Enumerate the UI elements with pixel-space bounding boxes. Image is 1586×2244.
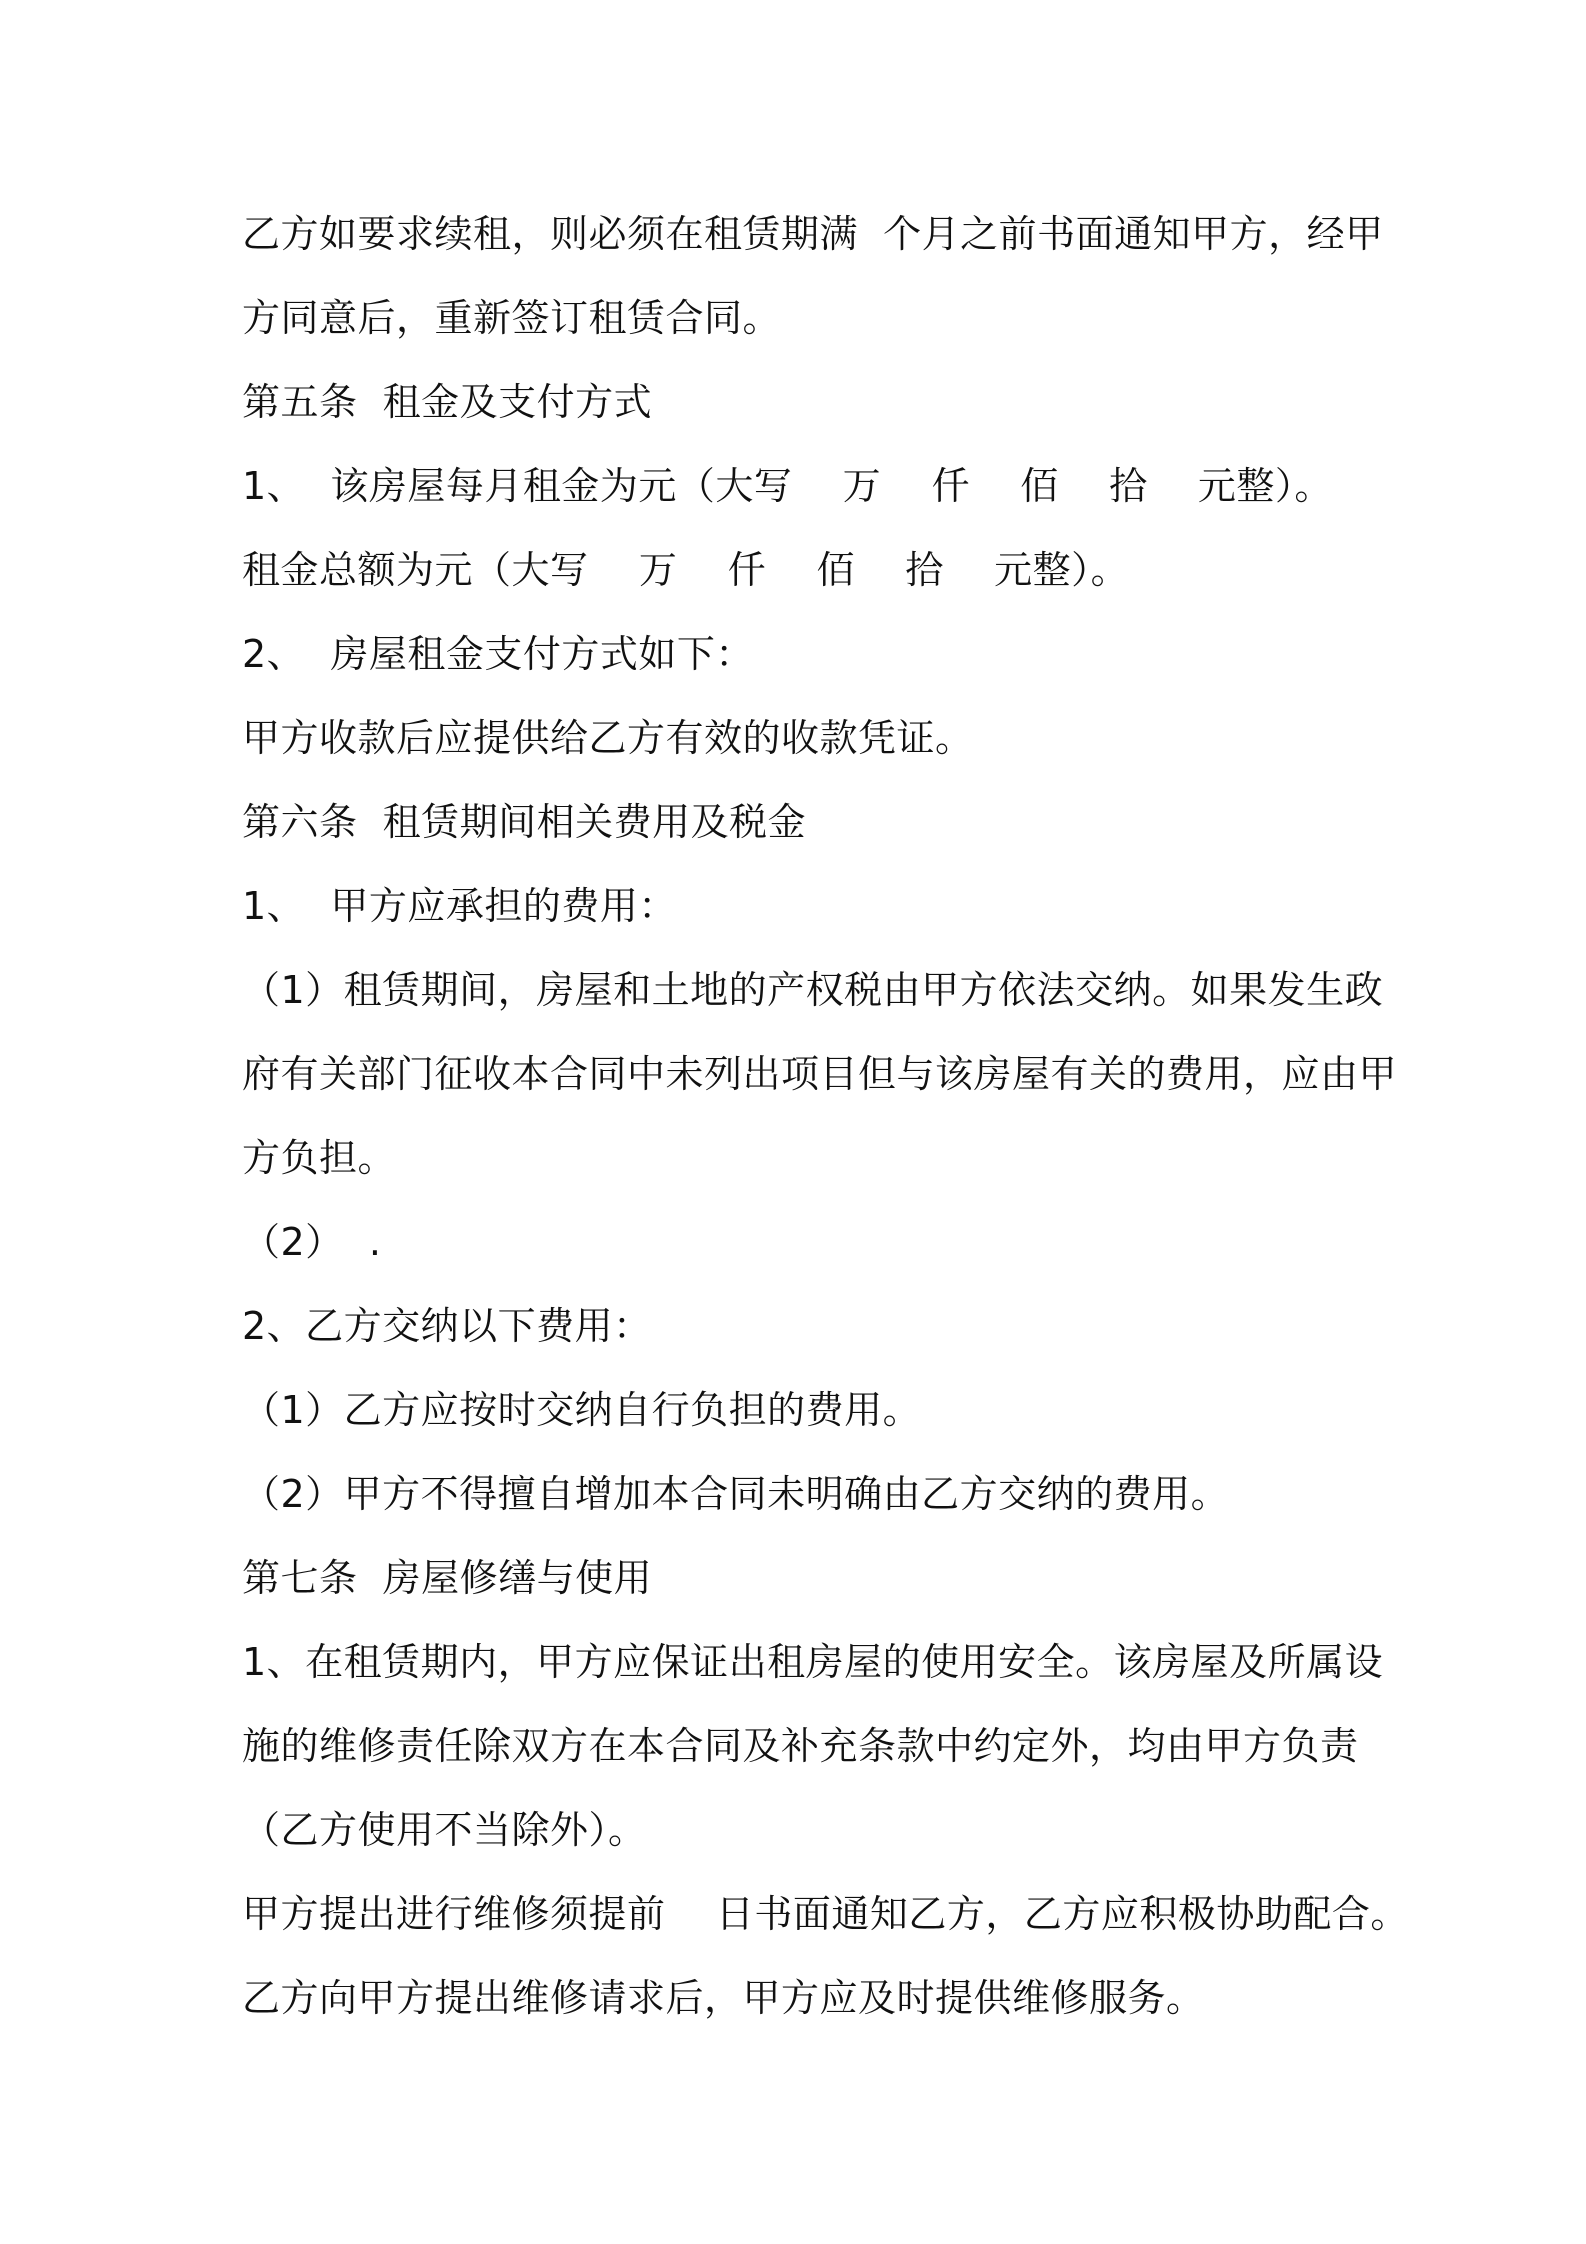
text-line: （2） .	[242, 1220, 382, 1264]
text-line: 乙方向甲方提出维修请求后，甲方应及时提供维修服务。	[242, 1976, 1205, 2020]
text-line: 2、 房屋租金支付方式如下：	[242, 632, 754, 676]
section-heading: 第六条 租赁期间相关费用及税金	[242, 800, 807, 844]
text-line: （1）乙方应按时交纳自行负担的费用。	[242, 1388, 922, 1432]
text-line: 租金总额为元（大写 万 仟 佰 拾 元整）。	[242, 548, 1130, 592]
section-heading: 第五条 租金及支付方式	[242, 380, 653, 424]
text-line: （2）甲方不得擅自增加本合同未明确由乙方交纳的费用。	[242, 1472, 1230, 1516]
text-line: （1）租赁期间，房屋和土地的产权税由甲方依法交纳。如果发生政	[242, 968, 1384, 1012]
text-line: 1、 甲方应承担的费用：	[242, 884, 677, 928]
section-heading: 第七条 房屋修缮与使用	[242, 1556, 653, 1600]
text-line: 方负担。	[242, 1136, 397, 1180]
text-line: 甲方提出进行维修须提前 日书面通知乙方，乙方应积极协助配合。	[242, 1892, 1409, 1936]
text-line: 1、 该房屋每月租金为元（大写 万 仟 佰 拾 元整）。	[242, 464, 1333, 508]
document-body	[242, 192, 1409, 2040]
text-line: 府有关部门征收本合同中未列出项目但与该房屋有关的费用，应由甲	[242, 1052, 1398, 1096]
text-line: 1、在租赁期内，甲方应保证出租房屋的使用安全。该房屋及所属设	[242, 1640, 1384, 1684]
text-line: 乙方如要求续租，则必须在租赁期满 个月之前书面通知甲方，经甲	[242, 212, 1384, 256]
text-line: （乙方使用不当除外）。	[242, 1808, 647, 1852]
text-line: 方同意后，重新签订租赁合同。	[242, 296, 782, 340]
text-line: 施的维修责任除双方在本合同及补充条款中约定外，均由甲方负责	[242, 1724, 1359, 1768]
text-line: 甲方收款后应提供给乙方有效的收款凭证。	[242, 716, 974, 760]
text-line: 2、乙方交纳以下费用：	[242, 1304, 652, 1348]
